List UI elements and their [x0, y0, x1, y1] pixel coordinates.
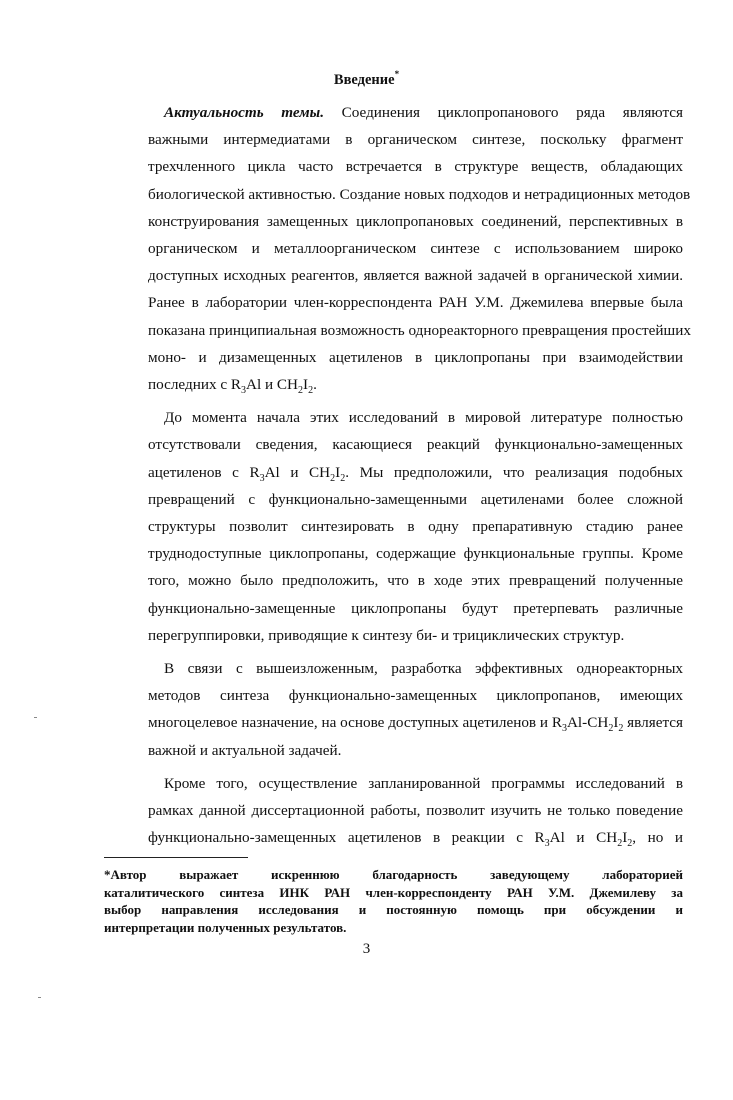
text-line: биологической активностью. Создание новых подходов и нетрадиционных методов: [148, 185, 691, 203]
footnote-line: интерпретации полученных результатов.: [104, 919, 347, 935]
text-line: перегруппировки, приводящие к синтезу би- и трициклических структур.: [148, 626, 625, 644]
subscript: 2: [627, 838, 633, 850]
text-line: отсутствовали сведения, касающиеся реакций функционально-замещенных: [148, 436, 683, 454]
line-text: Al и CH: [549, 829, 618, 847]
line-text: , но и: [632, 829, 683, 847]
title-footnote-mark: *: [394, 69, 400, 79]
line-text: является: [623, 714, 683, 732]
line-text: .: [313, 376, 317, 394]
relevance-heading: Актуальность темы.: [164, 104, 324, 121]
scan-speck: [38, 997, 41, 998]
text-line: доступных исходных реагентов, является важной задачей в органической химии.: [148, 267, 683, 285]
text-line: [132, 371, 683, 398]
subscript: 2: [330, 472, 336, 484]
text-line: [132, 824, 683, 851]
text-line: До момента начала этих исследований в мировой литературе полностью: [164, 409, 683, 427]
footnote-line: [104, 866, 683, 884]
subscript: 2: [608, 723, 614, 735]
footnote-divider: [104, 857, 248, 858]
text-line: важной и актуальной задачей.: [148, 741, 342, 759]
text-line: структуры позволит синтезировать в одну препаративную стадию ранее: [148, 518, 683, 536]
text-line: важными интермедиатами в органическом синтезе, поскольку фрагмент: [148, 131, 683, 149]
footnote-mark: *: [104, 867, 111, 882]
paragraph-goal: [132, 655, 683, 764]
line-text: I: [335, 463, 341, 481]
text-line: функционально-замещенные циклопропаны будут претерпевать различные: [148, 599, 683, 617]
subscript: 3: [561, 723, 567, 735]
text-line: показана принципиальная возможность однореакторного превращения простейших: [148, 321, 691, 339]
body-text: [132, 99, 691, 857]
footnote-text: Автор выражает искреннюю благодарность заведующему лабораторией: [110, 867, 683, 882]
line-text: последних с R: [148, 376, 242, 394]
page-title: [0, 66, 733, 89]
title-text: Введение: [333, 71, 395, 88]
paragraph-program: [132, 770, 683, 852]
subscript: 3: [259, 472, 265, 484]
line-text: ацетиленов с R: [148, 463, 260, 481]
line-text: Соединения циклопропанового ряда являются: [324, 104, 683, 121]
line-text: I: [303, 376, 309, 394]
text-line: рамках данной диссертационной работы, позволит изучить не только поведение: [148, 802, 683, 820]
text-line: методов синтеза функционально-замещенных циклопропанов, имеющих: [148, 687, 683, 705]
line-text: функционально-замещенных ацетиленов в реакции с R: [148, 829, 545, 847]
line-text: I: [622, 829, 628, 847]
line-text: . Мы предположили, что реализация подобных: [345, 463, 683, 481]
footnote-line: выбор направления исследования и постоянную помощь при обсуждении и: [104, 902, 683, 917]
scan-speck: [34, 717, 37, 718]
footnote: [104, 866, 683, 936]
text-line: [132, 459, 683, 486]
text-line: Ранее в лаборатории член-корреспондента РАН У.М. Джемилева впервые была: [148, 294, 683, 312]
paragraph-relevance: [132, 99, 691, 398]
text-line: [132, 99, 683, 126]
subscript: 2: [298, 385, 304, 397]
text-line: превращений с функционально-замещенными ацетиленами более сложной: [148, 490, 683, 508]
subscript: 3: [544, 838, 550, 850]
footnote-line: каталитического синтеза ИНК РАН член-корреспонденту РАН У.М. Джемилеву за: [104, 884, 683, 900]
subscript: 2: [340, 472, 346, 484]
text-line: трехчленного цикла часто встречается в структуре веществ, обладающих: [148, 158, 683, 176]
line-text: Al-CH: [566, 714, 609, 732]
subscript: 2: [617, 838, 623, 850]
paragraph-prior-research: [132, 404, 683, 649]
text-line: того, можно было предположить, что в ходе этих превращений полученные: [148, 572, 683, 590]
subscript: 2: [618, 723, 624, 735]
line-text: I: [613, 714, 619, 732]
subscript: 3: [241, 385, 247, 397]
text-line: моно- и дизамещенных ацетиленов в циклопропаны при взаимодействии: [148, 348, 683, 366]
subscript: 2: [308, 385, 314, 397]
line-text: Al и CH: [246, 376, 299, 394]
text-line: труднодоступные циклопропаны, содержащие функциональные группы. Кроме: [148, 545, 683, 563]
text-line: конструирования замещенных циклопропановых соединений, перспективных в: [148, 212, 683, 230]
line-text: Al и CH: [264, 463, 331, 481]
text-line: органическом и металлоорганическом синтезе с использованием широко: [148, 240, 683, 258]
line-text: многоцелевое назначение, на основе доступных ацетиленов и R: [148, 714, 562, 732]
page-number: 3: [362, 941, 371, 957]
text-line: В связи с вышеизложенным, разработка эффективных однореакторных: [164, 660, 683, 678]
text-line: Кроме того, осуществление запланированной программы исследований в: [164, 774, 683, 792]
text-line: [132, 709, 683, 736]
